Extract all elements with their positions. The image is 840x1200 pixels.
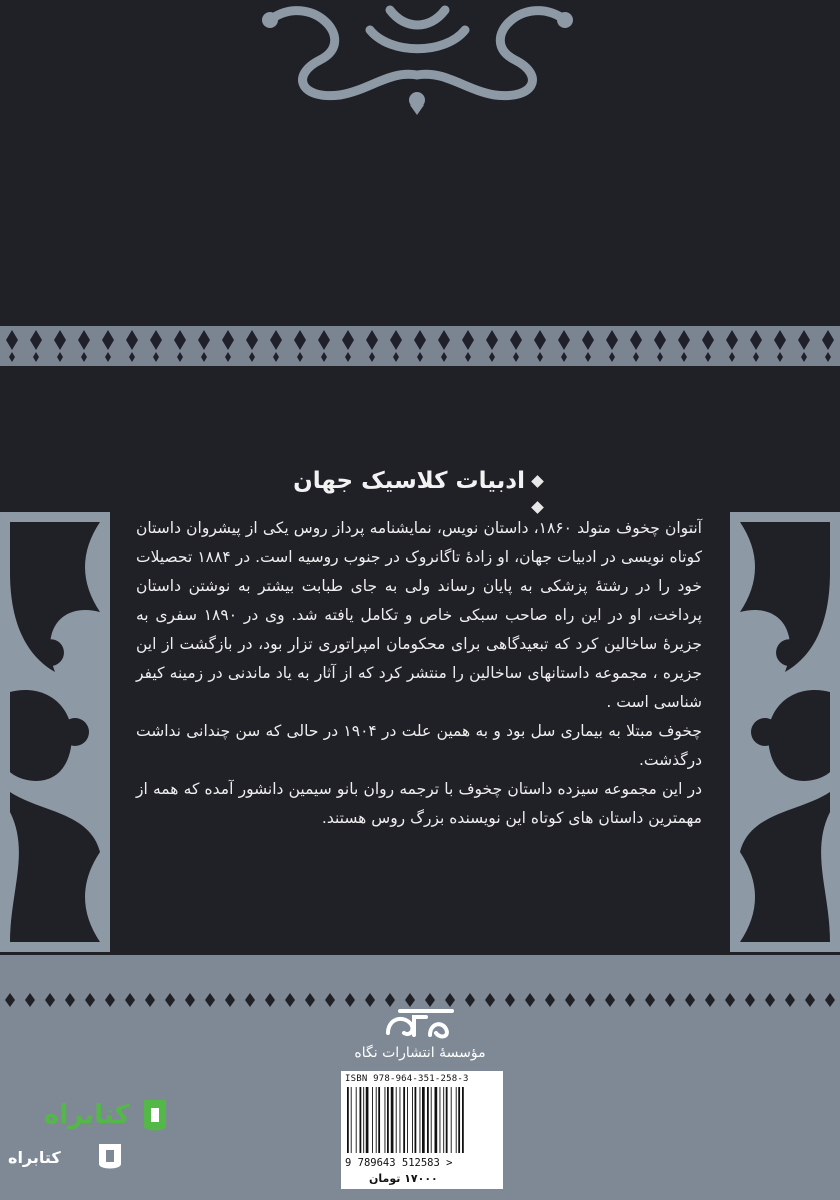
description-paragraph: در این مجموعه سیزده داستان چخوف با ترجمه روان بانو سیمین دانشور آمده که همه از مهمترین داستان های کوتاه این نویسنده بزرگ روس هستند.: [136, 780, 702, 827]
right-corner-ornament-icon: [730, 512, 840, 952]
diamond-bullet-icon: [531, 475, 544, 488]
barcode-number: 9 789643 512583 >: [345, 1157, 453, 1169]
divider-band: [0, 326, 840, 366]
watermark-brand: کتابراه: [44, 1100, 130, 1130]
barcode-box: [341, 1071, 503, 1189]
description-paragraph: چخوف مبتلا به بیماری سل بود و به همین علت در ۱۹۰۴ در حالی که سن چندانی نداشت درگذشت.: [136, 722, 702, 769]
top-ornament-icon: [250, 0, 585, 115]
barcode-icon: [347, 1087, 497, 1153]
ketabrah-white-logo-icon: [95, 1140, 125, 1172]
description-paragraph: آنتوان چخوف متولد ۱۸۶۰، داستان نویس، نمایشنامه پرداز روس یکی از پیشروان داستان کوتاه نویسی در ادبیات جهان، او زادهٔ تاگانروک در جنوب روسیه است. در ۱۸۸۴ تحصیلات خود را در رشتهٔ پزشکی به پایان رساند ولی به جای طبابت بیشتر به نوشتن داستان پرداخت، او در این راه صاحب سبکی خاص و تکامل یافته شد. وی در ۱۸۹۰ سفری به جزیرهٔ ساخالین کرد که تبعیدگاهی برای محکومان امپراتوری تزار بود، در بازگشت از این جزیره ، مجموعه داستانهای ساخالین را منتشر کرد که از آثار به یاد ماندنی در زمینه کیفر شناسی است .: [136, 519, 702, 711]
diamond-bullet-icon: [531, 501, 544, 514]
ketabrah-green-logo-icon: [140, 1096, 170, 1134]
publisher-name: مؤسسهٔ انتشارات نگاه: [354, 1045, 486, 1061]
watermark: [0, 1090, 170, 1185]
negah-logo-icon: [380, 1005, 460, 1045]
series-title: [290, 468, 550, 520]
publisher-block: [320, 1005, 520, 1075]
book-description: [136, 514, 702, 833]
left-corner-ornament-icon: [0, 512, 110, 952]
isbn-text: ISBN 978-964-351-258-3: [345, 1074, 469, 1084]
diamond-pattern-icon: [0, 326, 840, 366]
price-text: ۱۷۰۰۰ تومان: [369, 1172, 438, 1185]
series-title-text: ادبیات کلاسیک جهان: [293, 468, 525, 494]
watermark-brand-small: کتابراه: [8, 1148, 61, 1167]
